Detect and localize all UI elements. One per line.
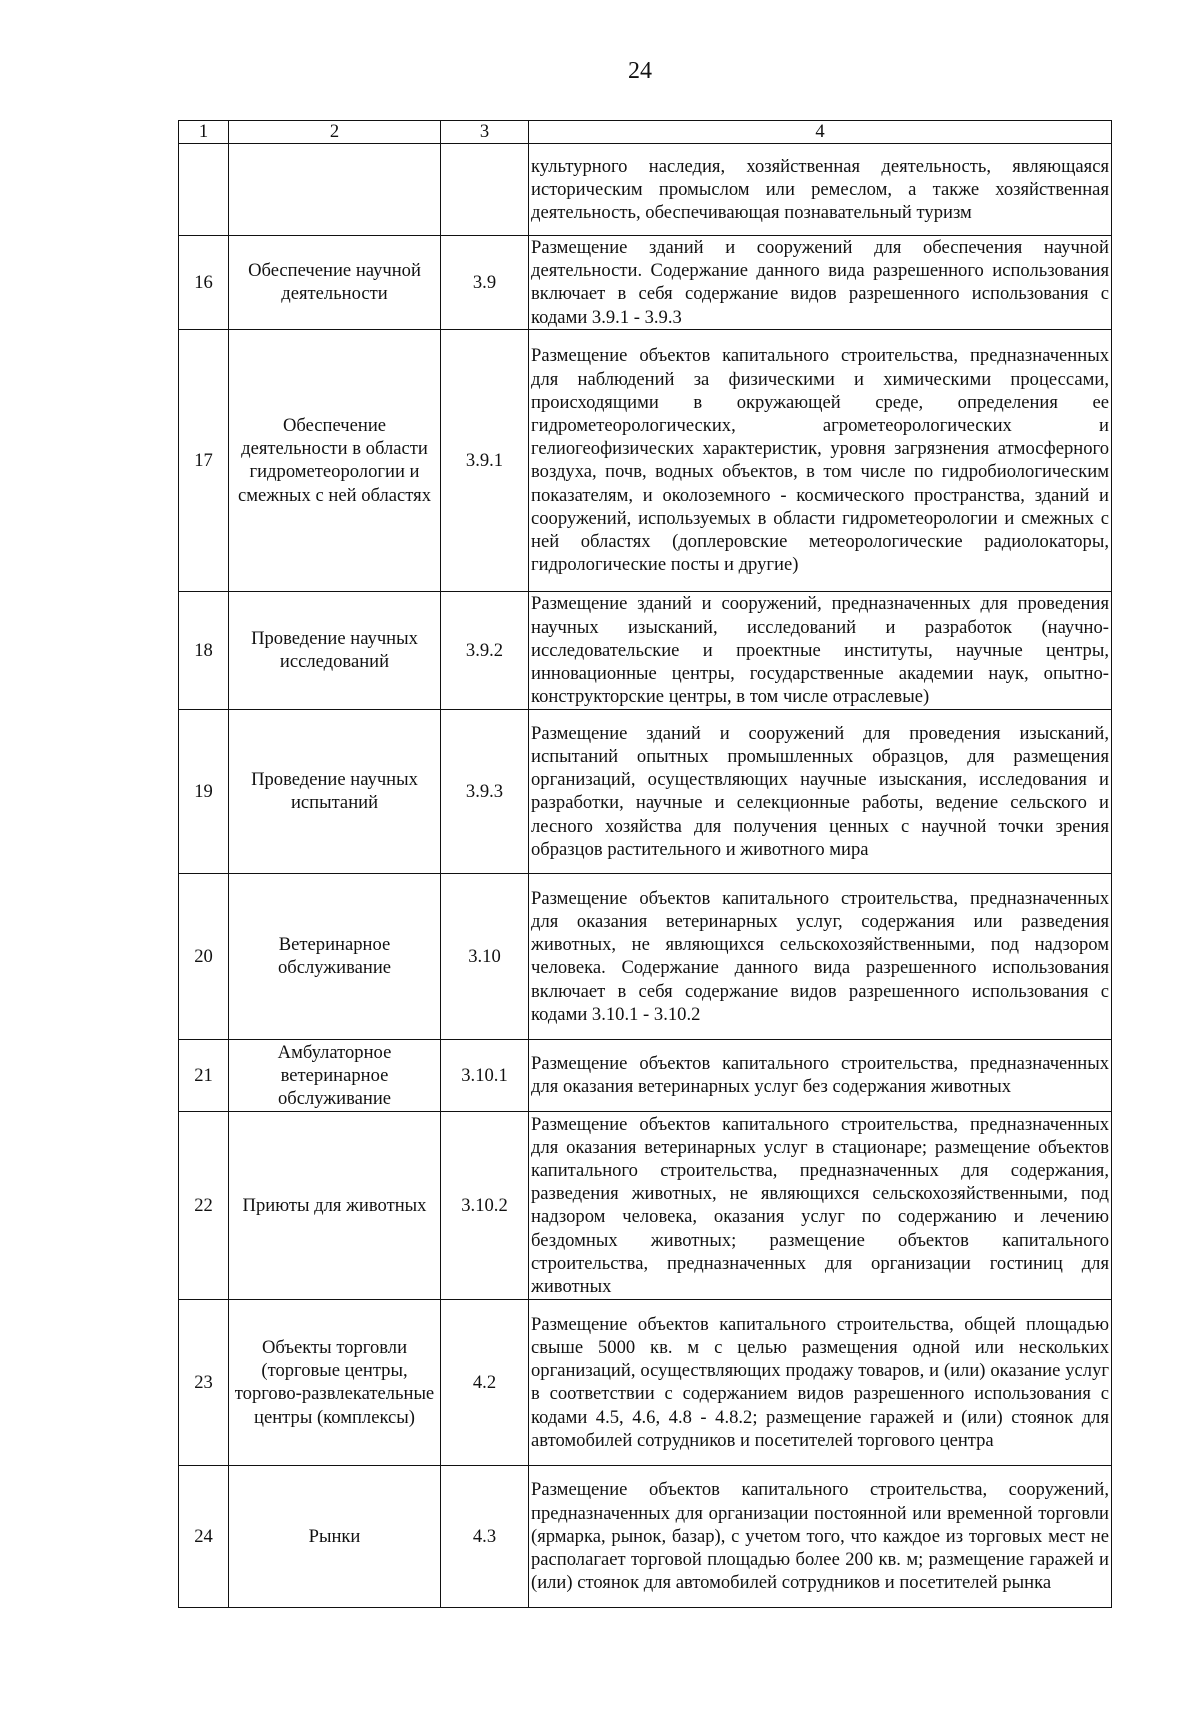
table-row-16 (179, 236, 1112, 330)
row-code-cell: 4.2 (441, 1299, 529, 1465)
column-header-1: 1 (179, 121, 229, 144)
row-name-cell: Обеспечение деятельности в области гидрометеорологии и смежных с ней областях (229, 329, 441, 591)
row-number-cell: 18 (179, 591, 229, 709)
row-number-cell (179, 144, 229, 236)
row-code-cell: 3.9.2 (441, 591, 529, 709)
land-use-table (178, 120, 1112, 1608)
row-description-cell: Размещение зданий и сооружений для проведения изысканий, испытаний опытных промышленных образцов, для размещения организаций, осуществляющих научные изыскания, исследования и разработки, научные и селекционные работы, ведение сельского и лесного хозяйства для получения ценных с научной точки зрения образцов растительного и животного мира (529, 709, 1112, 873)
row-description-cell: Размещение объектов капитального строительства, предназначенных для оказания ветеринарных услуг без содержания животных (529, 1039, 1112, 1111)
row-name-cell: Амбулаторное ветеринарное обслуживание (229, 1039, 441, 1111)
row-number-cell: 16 (179, 236, 229, 330)
row-description-cell: культурного наследия, хозяйственная деятельность, являющаяся историческим промыслом или ремеслом, а также хозяйственная деятельность, обеспечивающая познавательный туризм (529, 144, 1112, 236)
row-name-cell: Проведение научных испытаний (229, 709, 441, 873)
column-header-4: 4 (529, 121, 1112, 144)
row-description-cell: Размещение зданий и сооружений, предназначенных для проведения научных изысканий, исследований и разработок (научно-исследовательские и проектные институты, научные центры, инновационные центры, государственные академии наук, опытно-конструкторские центры, в том числе отраслевые) (529, 591, 1112, 709)
table-row-19 (179, 709, 1112, 873)
row-name-cell: Ветеринарное обслуживание (229, 873, 441, 1039)
row-number-cell: 19 (179, 709, 229, 873)
row-number-cell: 24 (179, 1465, 229, 1607)
row-name-cell: Проведение научных исследований (229, 591, 441, 709)
table-row-continuation (179, 144, 1112, 236)
row-number-cell: 23 (179, 1299, 229, 1465)
table-header-row (179, 121, 1112, 144)
row-number-cell: 20 (179, 873, 229, 1039)
row-code-cell: 3.9.1 (441, 329, 529, 591)
page-number: 24 (628, 58, 652, 84)
row-description-cell: Размещение объектов капитального строительства, предназначенных для оказания ветеринарных услуг, содержания или разведения животных, не являющихся сельскохозяйственными, под надзором человека. Содержание данного вида разрешенного использования включает в себя содержание видов разрешенного использования с кодами 3.10.1 - 3.10.2 (529, 873, 1112, 1039)
table-row-23 (179, 1299, 1112, 1465)
row-description-cell: Размещение зданий и сооружений для обеспечения научной деятельности. Содержание данного вида разрешенного использования включает в себя содержание видов разрешенного использования с кодами 3.9.1 - 3.9.3 (529, 236, 1112, 330)
row-number-cell: 17 (179, 329, 229, 591)
row-name-cell: Рынки (229, 1465, 441, 1607)
row-code-cell: 3.10.2 (441, 1111, 529, 1299)
row-number-cell: 22 (179, 1111, 229, 1299)
row-name-cell: Приюты для животных (229, 1111, 441, 1299)
row-name-cell (229, 144, 441, 236)
row-name-cell: Объекты торговли (торговые центры, торгово-развлекательные центры (комплексы) (229, 1299, 441, 1465)
row-description-cell: Размещение объектов капитального строительства, общей площадью свыше 5000 кв. м с целью размещения одной или нескольких организаций, осуществляющих продажу товаров, и (или) оказание услуг в соответствии с содержанием видов разрешенного использования с кодами 4.5, 4.6, 4.8 - 4.8.2; размещение гаражей и (или) стоянок для автомобилей сотрудников и посетителей торгового центра (529, 1299, 1112, 1465)
row-description-cell: Размещение объектов капитального строительства, предназначенных для наблюдений за физическими и химическими процессами, происходящими в окружающей среде, определения ее гидрометеорологических, агрометеорологических и гелиогеофизических характеристик, уровня загрязнения атмосферного воздуха, почв, водных объектов, в том числе по гидробиологическим показателям, и околоземного - космического пространства, зданий и сооружений, используемых в области гидрометеорологии и смежных с ней областях (доплеровские метеорологические радиолокаторы, гидрологические посты и другие) (529, 329, 1112, 591)
row-code-cell: 3.10 (441, 873, 529, 1039)
column-header-3: 3 (441, 121, 529, 144)
table-row-17 (179, 329, 1112, 591)
table-row-20 (179, 873, 1112, 1039)
row-description-cell: Размещение объектов капитального строительства, сооружений, предназначенных для организации постоянной или временной торговли (ярмарка, рынок, базар), с учетом того, что каждое из торговых мест не располагает торговой площадью более 200 кв. м; размещение гаражей и (или) стоянок для автомобилей сотрудников и посетителей рынка (529, 1465, 1112, 1607)
table-row-18 (179, 591, 1112, 709)
row-code-cell: 3.9 (441, 236, 529, 330)
row-code-cell: 4.3 (441, 1465, 529, 1607)
row-code-cell: 3.9.3 (441, 709, 529, 873)
table-row-22 (179, 1111, 1112, 1299)
table-row-21 (179, 1039, 1112, 1111)
table-row-24 (179, 1465, 1112, 1607)
column-header-2: 2 (229, 121, 441, 144)
row-description-cell: Размещение объектов капитального строительства, предназначенных для оказания ветеринарных услуг в стационаре; размещение объектов капитального строительства, предназначенных для содержания, разведения животных, не являющихся сельскохозяйственными, под надзором человека, оказания услуг по содержанию и лечению бездомных животных; размещение объектов капитального строительства, предназначенных для организации гостиниц для животных (529, 1111, 1112, 1299)
row-code-cell: 3.10.1 (441, 1039, 529, 1111)
row-code-cell (441, 144, 529, 236)
row-name-cell: Обеспечение научной деятельности (229, 236, 441, 330)
row-number-cell: 21 (179, 1039, 229, 1111)
